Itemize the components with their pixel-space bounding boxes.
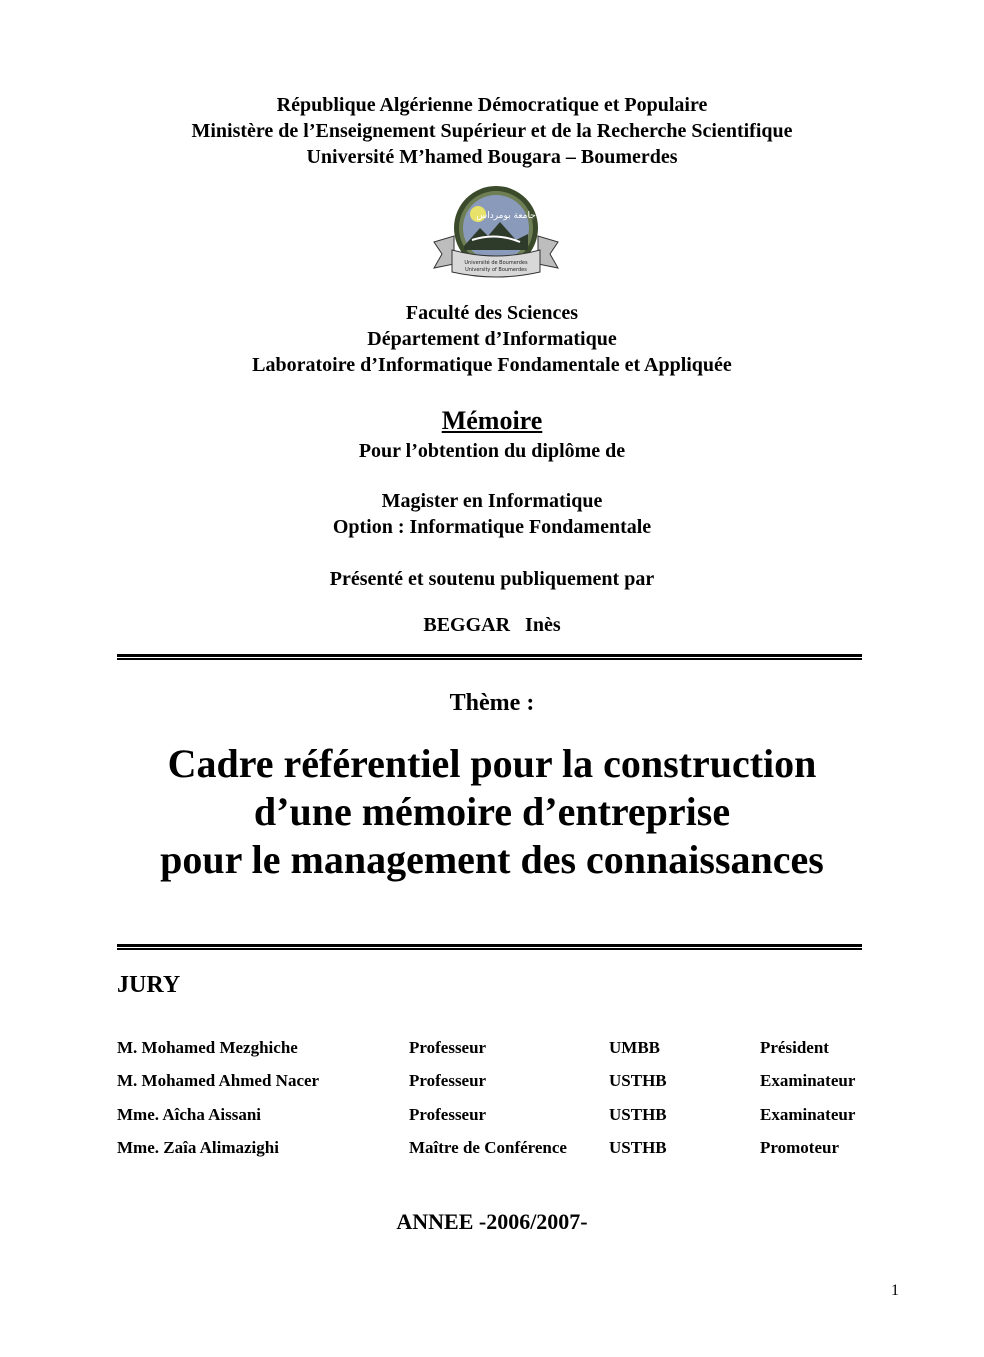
jury-member-role: Examinateur [760,1104,856,1124]
seal-banner-line-fr: Université de Boumerdes [464,260,528,266]
memoire-title: Mémoire [441,406,543,435]
laboratory-line: Laboratoire d’Informatique Fondamentale et Appliquée [252,354,732,376]
degree-block [0,488,984,540]
divider-top [117,654,862,660]
jury-member-grade: Professeur [409,1038,487,1057]
divider-bottom [117,944,862,950]
jury-member-role: Président [760,1038,829,1057]
jury-table [117,1038,887,1171]
faculty-line: Faculté des Sciences [405,302,579,324]
seal-arabic-text: جامعة بومرداس [476,211,536,221]
academic-year: ANNEE -2006/2007- [396,1209,588,1234]
header-line-university: Université M’hamed Bougara – Boumerdes [306,146,678,168]
page-number: 1 [891,1282,899,1299]
degree-line: Magister en Informatique [381,490,603,512]
header-line-republic: République Algérienne Démocratique et Populaire [276,94,708,116]
department-line: Département d’Informatique [367,328,617,350]
thesis-title-line: pour le management des connaissances [160,837,824,882]
faculty-block [0,300,984,378]
memoire-subtitle: Pour l’obtention du diplôme de [358,440,626,462]
jury-row [117,1138,887,1171]
presented-by-line: Présenté et soutenu publiquement par [329,568,655,590]
jury-row [117,1071,887,1104]
theme-label: Thème : [449,690,535,716]
jury-member-name: Mme. Zaîa Alimazighi [117,1137,279,1157]
jury-member-institution: UMBB [609,1038,660,1057]
jury-member-name: M. Mohamed Ahmed Nacer [117,1071,320,1091]
jury-member-role: Examinateur [760,1071,856,1091]
jury-row [117,1038,887,1071]
jury-member-role: Promoteur [760,1137,839,1157]
thesis-title-line: d’une mémoire d’entreprise [253,789,731,834]
jury-member-institution: USTHB [609,1071,667,1091]
thesis-title [0,740,984,884]
thesis-title-line: Cadre référentiel pour la construction [167,741,817,786]
jury-label: JURY [117,972,181,998]
university-seal-icon [432,184,560,280]
jury-member-name: Mme. Aîcha Aissani [117,1104,262,1124]
jury-member-grade: Maître de Conférence [409,1137,567,1157]
jury-member-grade: Professeur [409,1071,487,1091]
jury-member-name: M. Mohamed Mezghiche [117,1038,298,1057]
jury-member-institution: USTHB [609,1137,667,1157]
header-line-ministry: Ministère de l’Enseignement Supérieur et de la Recherche Scientifique [191,120,793,142]
jury-member-institution: USTHB [609,1104,667,1124]
seal-banner-line-en: University of Boumerdes [465,267,527,273]
author-name: BEGGAR Inès [423,614,561,636]
jury-row [117,1105,887,1138]
header-block [0,92,984,170]
jury-member-grade: Professeur [409,1104,487,1124]
option-line: Option : Informatique Fondamentale [332,516,652,538]
